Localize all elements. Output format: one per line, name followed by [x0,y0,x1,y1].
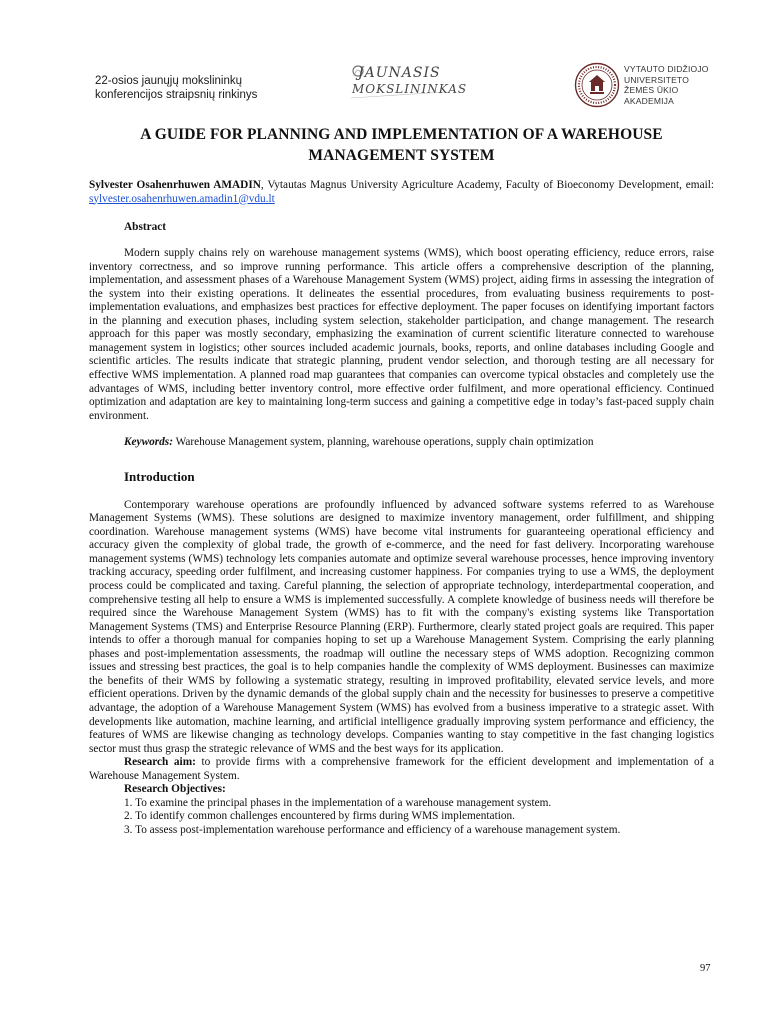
introduction-heading: Introduction [124,468,195,484]
logo-line-1: JAUNASIS [358,65,441,81]
author-name: Sylvester Osahenrhuwen AMADIN [89,179,261,191]
keywords-text: Warehouse Management system, planning, warehouse operations, supply chain optimization [172,436,594,449]
page-header [0,0,768,115]
list-item: 2. To identify common challenges encountered by firms during WMS implementation. [124,810,515,823]
university-name [624,64,709,106]
abstract-text: Modern supply chains rely on warehouse management systems (WMS), which boost operating efficiency, reduce errors, raise inventory correctness, and so improve running performance. This article offers a comprehensive description of the planning, implementation, and assessment phases of a Warehouse Management System (WMS) project, aiding firms in assessing the integration of the system into their existing operations. It delineates the essential procedures, from evaluating business requirements to post-implementation evaluations, and emphasizes best practices for effective deployment. The paper focuses on identifying important factors in the planning and execution phases, including system selection, stakeholder participation, and change management. The research approach for this paper was mostly secondary, emphasizing the examination of current scientific literature connected to warehouse management system in logistics; other sources included academic journals, books, reports, and online databases including Google and scientific articles. The results indicate that strategic planning, prudent vendor selection, and thorough testing are all necessary for effective WMS implementation. A planned road map guarantees that companies can overcome typical obstacles and completely use the advantages of WMS, including better inventory control, more effective order fulfilment, and more operational efficiency. Continued optimization and adaptation are key to maintaining long-term success and gaining a competitive edge in today’s fast-paced supply chain environment. [89,247,714,422]
research-objectives-list [89,797,714,838]
author-affiliation: , Vytautas Magnus University Agriculture Academy, Faculty of Bioeconomy Development, email: [260,179,714,191]
logo-line-2: MOKSLININKAS [352,82,468,96]
university-name-line-3: ŽEMĖS ŪKIO [624,85,679,96]
article-body [89,124,714,837]
keywords-label: Keywords: [124,436,173,449]
conference-title [95,74,257,102]
keywords-line [89,436,714,450]
author-line [89,179,714,206]
introduction-text: Contemporary warehouse operations are profoundly influenced by advanced software systems referred to as Warehouse Management Systems (WMS). These solutions are designed to maximize inventory management, order fulfillment, and shipping coordination. Warehouse management systems (WMS) have become vital instruments for guaranteeing operational efficiency and accuracy given the complexity of global trade, the growth of e-commerce, and the need for fast delivery. Incorporating warehouse management systems (WMS) technology lets companies automate and optimize several warehouse processes, hence improving inventory tracking accuracy, speeding order fulfilment, and increasing customer happiness. For companies trying to use a WMS, the deployment process could be complicated and taxing. Careful planning, the selection of appropriate technology, interdepartmental cooperation, and comprehensive testing all help to ensure a WMS is implemented successfully. A complete knowledge of business needs will therefore be required since the Warehouse Management System (WMS) has to fit with the company's existing systems like Transportation Management Systems (TMS) and Enterprise Resource Planning (ERP). Furthermore, clearly stated project goals are required. This paper intends to offer a thorough manual for companies hoping to set up a Warehouse Management System. Comprising the early planning phases and post-implementation assessments, the roadmap will outline the necessary steps of WMS adoption. Recognizing common issues and stressing best practices, the goal is to help companies handle the complexity of WMS deployment. Businesses can maximize the benefits of their WMS by following a systematic strategy, resulting in improved profitability, elevated service levels, and more efficient operations. Driven by the dynamic demands of the global supply chain and the necessity for businesses to preserve a competitive advantage, the adoption of a Warehouse Management System (WMS) has evolved from a business imperative to a strategic asset. With developments like automation, machine learning, and artificial intelligence gradually improving system performance and efficiency, the features of WMS are likewise changing as technology develops. Companies wanting to stay competitive in the fast changing logistics sector must thus grasp the strategic relevance of WMS and the best ways for its application. [89,498,714,755]
conference-title-line-1: 22-osios jaunųjų mokslininkų [95,75,243,87]
research-aim-text: to provide firms with a comprehensive framework for the efficient development and implementation of a Warehouse Management System. [89,756,714,782]
university-seal-icon [574,62,620,108]
university-name-line-1: VYTAUTO DIDŽIOJO [624,64,709,74]
university-name-line-4: AKADEMIJA [624,95,674,106]
conference-title-line-2: konferencijos straipsnių rinkinys [95,89,258,101]
article-title: A GUIDE FOR PLANNING AND IMPLEMENTATION OF A WAREHOUSE MANAGEMENT SYSTEM [140,126,663,164]
research-aim [89,756,714,783]
young-scientist-logo [348,62,468,102]
list-item: 3. To assess post-implementation warehouse performance and efficiency of a warehouse management system. [124,823,621,836]
abstract-heading: Abstract [124,221,167,234]
page-number: 97 [700,963,711,974]
list-item: 1. To examine the principal phases in the implementation of a warehouse management system. [124,796,552,809]
research-objectives-heading: Research Objectives: [124,783,226,796]
author-email-link[interactable]: sylvester.osahenrhuwen.amadin1@vdu.lt [89,192,275,205]
university-name-line-2: UNIVERSITETO [624,74,690,85]
research-aim-label: Research aim: [124,756,196,769]
